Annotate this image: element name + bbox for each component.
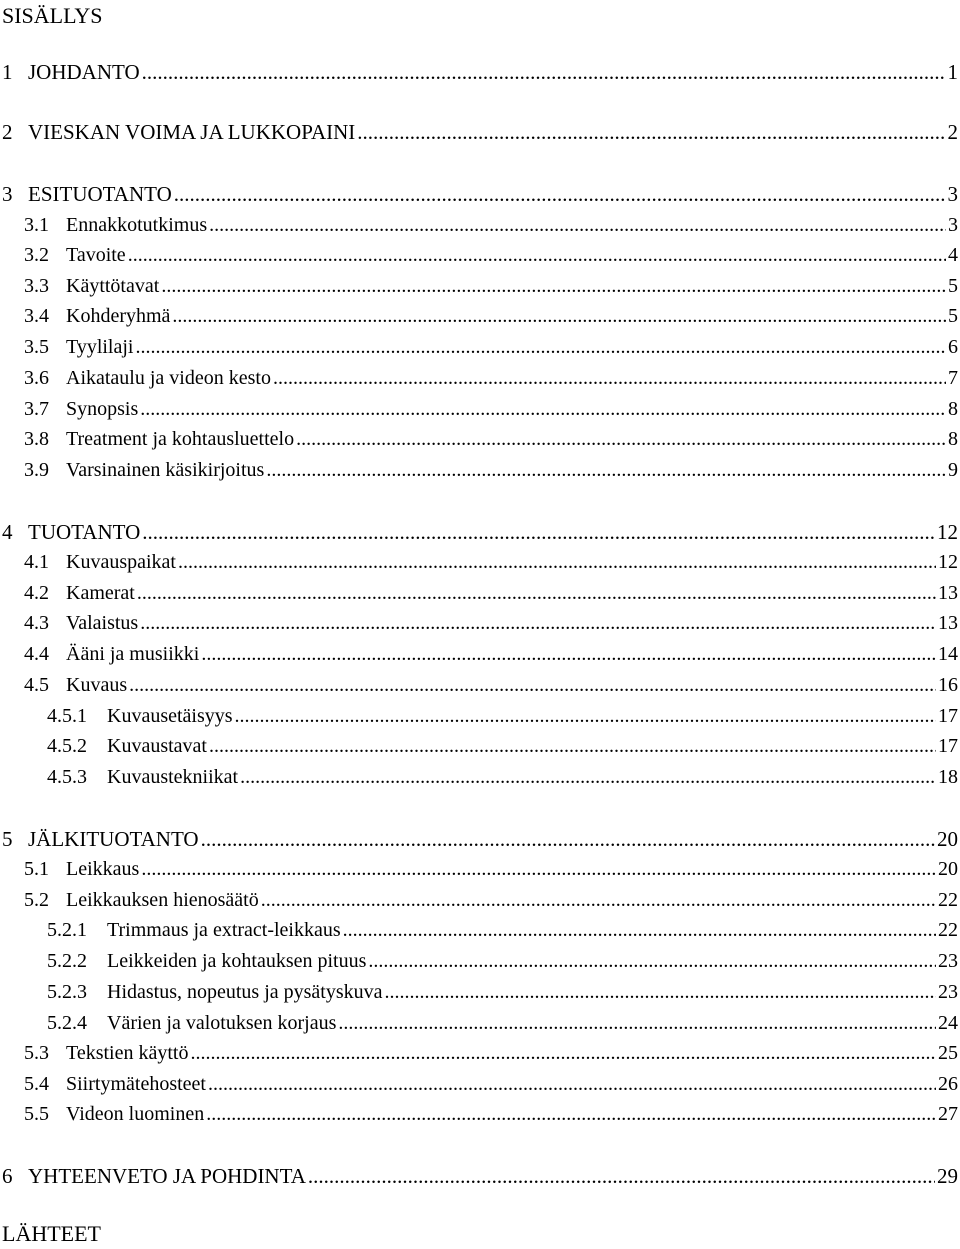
toc-entry-page: 26 <box>938 1073 958 1095</box>
toc-entry[interactable] <box>0 58 958 86</box>
toc-entry[interactable] <box>0 395 958 423</box>
toc-entry-number: 5 <box>2 827 13 851</box>
toc-entry-label: TUOTANTO <box>28 520 141 544</box>
toc-dot-leader <box>190 1039 936 1067</box>
toc-dot-leader <box>296 425 946 453</box>
toc-entry-page: 2 <box>947 120 958 144</box>
toc-entry-label: Aikataulu ja videon kesto <box>66 367 271 389</box>
toc-entry-page: 25 <box>938 1042 958 1064</box>
toc-dot-leader <box>235 702 936 730</box>
toc-entry-number: 5.2.3 <box>47 981 87 1003</box>
toc-entry-page: 12 <box>937 520 958 544</box>
toc-entry-label: Synopsis <box>66 398 139 420</box>
toc-entry-page: 13 <box>938 612 958 634</box>
toc-entry-label: Tyylilaji <box>66 336 134 358</box>
toc-entry[interactable] <box>0 364 958 392</box>
toc-dot-leader <box>172 302 946 330</box>
toc-entry[interactable] <box>0 916 958 944</box>
toc-entry-label: Valaistus <box>66 612 139 634</box>
toc-dot-leader <box>178 548 936 576</box>
toc-entry-label: Ennakkotutkimus <box>66 214 208 236</box>
toc-dot-leader <box>240 763 936 791</box>
toc-entry-label: Treatment ja kohtausluettelo <box>66 428 295 450</box>
toc-entry[interactable] <box>0 732 958 760</box>
toc-entry-page: 6 <box>948 336 958 358</box>
toc-entry-number: 4.5.1 <box>47 705 87 727</box>
toc-dot-leader <box>135 333 946 361</box>
toc-entry-page: 13 <box>938 582 958 604</box>
toc-entry[interactable] <box>0 241 958 269</box>
toc-entry[interactable] <box>0 211 958 239</box>
toc-entry[interactable] <box>0 978 958 1006</box>
toc-entry-page: 12 <box>938 551 958 573</box>
toc-entry[interactable] <box>0 180 958 208</box>
toc-entry-number: 3.5 <box>24 336 49 358</box>
toc-entry-page: 5 <box>948 275 958 297</box>
toc-entry-page: 1 <box>947 60 958 84</box>
toc-entry[interactable] <box>0 272 958 300</box>
toc-entry-page: 8 <box>948 428 958 450</box>
toc-entry-label: Kuvauspaikat <box>66 551 176 573</box>
toc-dot-leader <box>201 825 935 853</box>
toc-entry-page: 20 <box>938 858 958 880</box>
toc-dot-leader <box>385 978 936 1006</box>
toc-dot-leader <box>140 609 936 637</box>
toc-entry-number: 4.3 <box>24 612 49 634</box>
toc-dot-leader <box>343 916 936 944</box>
toc-entry[interactable] <box>0 425 958 453</box>
toc-entry[interactable] <box>0 947 958 975</box>
toc-entry[interactable] <box>0 579 958 607</box>
toc-entry[interactable] <box>0 518 958 546</box>
toc-entry-label: VIESKAN VOIMA JA LUKKOPAINI <box>28 120 356 144</box>
toc-entry[interactable] <box>0 1039 958 1067</box>
toc-entry-number: 5.5 <box>24 1103 49 1125</box>
toc-entry-number: 3.9 <box>24 459 49 481</box>
toc-entry-label: JÄLKITUOTANTO <box>28 827 199 851</box>
toc-entry-page: 3 <box>947 182 958 206</box>
toc-entry-page: 18 <box>938 766 958 788</box>
toc-entry-label: Siirtymätehosteet <box>66 1073 206 1095</box>
toc-entry-label: ESITUOTANTO <box>28 182 172 206</box>
toc-entry-page: 17 <box>938 735 958 757</box>
toc-entry-number: 5.2.2 <box>47 950 87 972</box>
toc-entry-label: Trimmaus ja extract-leikkaus <box>107 919 341 941</box>
toc-entry-number: 3.3 <box>24 275 49 297</box>
toc-entry-label: Kuvausetäisyys <box>107 705 233 727</box>
toc-entry-label: Ääni ja musiikki <box>66 643 200 665</box>
toc-entry-number: 4.5.3 <box>47 766 87 788</box>
toc-entry-page: 14 <box>938 643 958 665</box>
toc-dot-leader <box>308 1162 935 1190</box>
toc-entry-label: Tavoite <box>66 244 126 266</box>
toc-dot-leader <box>209 732 936 760</box>
toc-entry-number: 2 <box>2 120 13 144</box>
toc-entry[interactable] <box>0 702 958 730</box>
toc-entry-number: 5.1 <box>24 858 49 880</box>
toc-entry[interactable] <box>0 456 958 484</box>
toc-entry-number: 3.6 <box>24 367 49 389</box>
toc-entry-number: 4 <box>2 520 13 544</box>
toc-entry[interactable] <box>0 640 958 668</box>
toc-entry-page: 7 <box>948 367 958 389</box>
toc-entry-page: 3 <box>948 214 958 236</box>
toc-dot-leader <box>261 886 936 914</box>
toc-dot-leader <box>206 1100 936 1128</box>
toc-entry-label: Kamerat <box>66 582 135 604</box>
toc-entry[interactable] <box>0 1100 958 1128</box>
toc-entry[interactable] <box>0 333 958 361</box>
toc-entry-label: Hidastus, nopeutus ja pysätyskuva <box>107 981 383 1003</box>
toc-entry-page: 29 <box>937 1164 958 1188</box>
toc-entry-number: 4.5 <box>24 674 49 696</box>
toc-entry-page: 27 <box>938 1103 958 1125</box>
toc-dot-leader <box>174 180 946 208</box>
toc-entry[interactable] <box>0 825 958 853</box>
toc-entry-number: 3.8 <box>24 428 49 450</box>
toc-dot-leader <box>142 58 946 86</box>
toc-dot-leader <box>209 211 946 239</box>
toc-entry[interactable] <box>0 671 958 699</box>
toc-entry-label: Varsinainen käsikirjoitus <box>66 459 265 481</box>
toc-entry-number: 5.2.4 <box>47 1012 87 1034</box>
toc-entry[interactable] <box>0 763 958 791</box>
toc-entry-number: 3.4 <box>24 305 49 327</box>
toc-entry-number: 5.2.1 <box>47 919 87 941</box>
toc-entry-number: 5.3 <box>24 1042 49 1064</box>
toc-entry-label: Leikkeiden ja kohtauksen pituus <box>107 950 367 972</box>
toc-entry-page: 20 <box>937 827 958 851</box>
references-heading: LÄHTEET <box>2 1221 101 1246</box>
toc-entry-number: 3.1 <box>24 214 49 236</box>
toc-entry-label: Värien ja valotuksen korjaus <box>107 1012 337 1034</box>
toc-entry-number: 6 <box>2 1164 13 1188</box>
toc-entry[interactable] <box>0 855 958 883</box>
toc-entry[interactable] <box>0 609 958 637</box>
toc-entry[interactable] <box>0 118 958 146</box>
toc-entry-page: 5 <box>948 305 958 327</box>
toc-entry-label: Kuvaus <box>66 674 128 696</box>
toc-dot-leader <box>273 364 946 392</box>
toc-dot-leader <box>140 395 946 423</box>
toc-entry-number: 4.4 <box>24 643 49 665</box>
toc-entry-page: 23 <box>938 981 958 1003</box>
toc-entry[interactable] <box>0 302 958 330</box>
toc-dot-leader <box>161 272 946 300</box>
toc-dot-leader <box>368 947 936 975</box>
toc-entry-label: YHTEENVETO JA POHDINTA <box>28 1164 306 1188</box>
toc-entry-page: 8 <box>948 398 958 420</box>
toc-title: SISÄLLYS <box>2 3 103 28</box>
toc-entry-label: Kuvaustavat <box>107 735 207 757</box>
toc-entry-label: Tekstien käyttö <box>66 1042 189 1064</box>
toc-dot-leader <box>266 456 946 484</box>
toc-entry-label: Leikkaus <box>66 858 140 880</box>
toc-entry-page: 17 <box>938 705 958 727</box>
toc-entry-label: JOHDANTO <box>28 60 140 84</box>
toc-entry-page: 9 <box>948 459 958 481</box>
toc-dot-leader <box>128 241 946 269</box>
toc-entry-page: 22 <box>938 919 958 941</box>
toc-entry-label: Videon luominen <box>66 1103 205 1125</box>
toc-entry-number: 5.2 <box>24 889 49 911</box>
toc-entry-label: Leikkauksen hienosäätö <box>66 889 259 911</box>
toc-entry-label: Kuvaustekniikat <box>107 766 239 788</box>
toc-entry[interactable] <box>0 1162 958 1190</box>
toc-entry[interactable] <box>0 1070 958 1098</box>
toc-dot-leader <box>201 640 936 668</box>
toc-dot-leader <box>137 579 936 607</box>
toc-entry-page: 4 <box>948 244 958 266</box>
toc-entry[interactable] <box>0 548 958 576</box>
toc-entry-number: 3.2 <box>24 244 49 266</box>
toc-entry-label: Käyttötavat <box>66 275 160 297</box>
toc-entry-page: 22 <box>938 889 958 911</box>
toc-entry-page: 16 <box>938 674 958 696</box>
toc-entry-page: 24 <box>938 1012 958 1034</box>
toc-dot-leader <box>208 1070 936 1098</box>
toc-dot-leader <box>357 118 945 146</box>
toc-entry-number: 5.4 <box>24 1073 49 1095</box>
toc-entry[interactable] <box>0 886 958 914</box>
toc-entry-number: 4.2 <box>24 582 49 604</box>
toc-dot-leader <box>142 518 935 546</box>
toc-entry-number: 4.5.2 <box>47 735 87 757</box>
toc-dot-leader <box>129 671 936 699</box>
toc-entry[interactable] <box>0 1009 958 1037</box>
toc-entry-page: 23 <box>938 950 958 972</box>
toc-entry-number: 4.1 <box>24 551 49 573</box>
toc-entry-number: 3 <box>2 182 13 206</box>
toc-dot-leader <box>141 855 936 883</box>
toc-dot-leader <box>338 1009 936 1037</box>
toc-entry-label: Kohderyhmä <box>66 305 171 327</box>
toc-entry-number: 3.7 <box>24 398 49 420</box>
toc-entry-number: 1 <box>2 60 13 84</box>
